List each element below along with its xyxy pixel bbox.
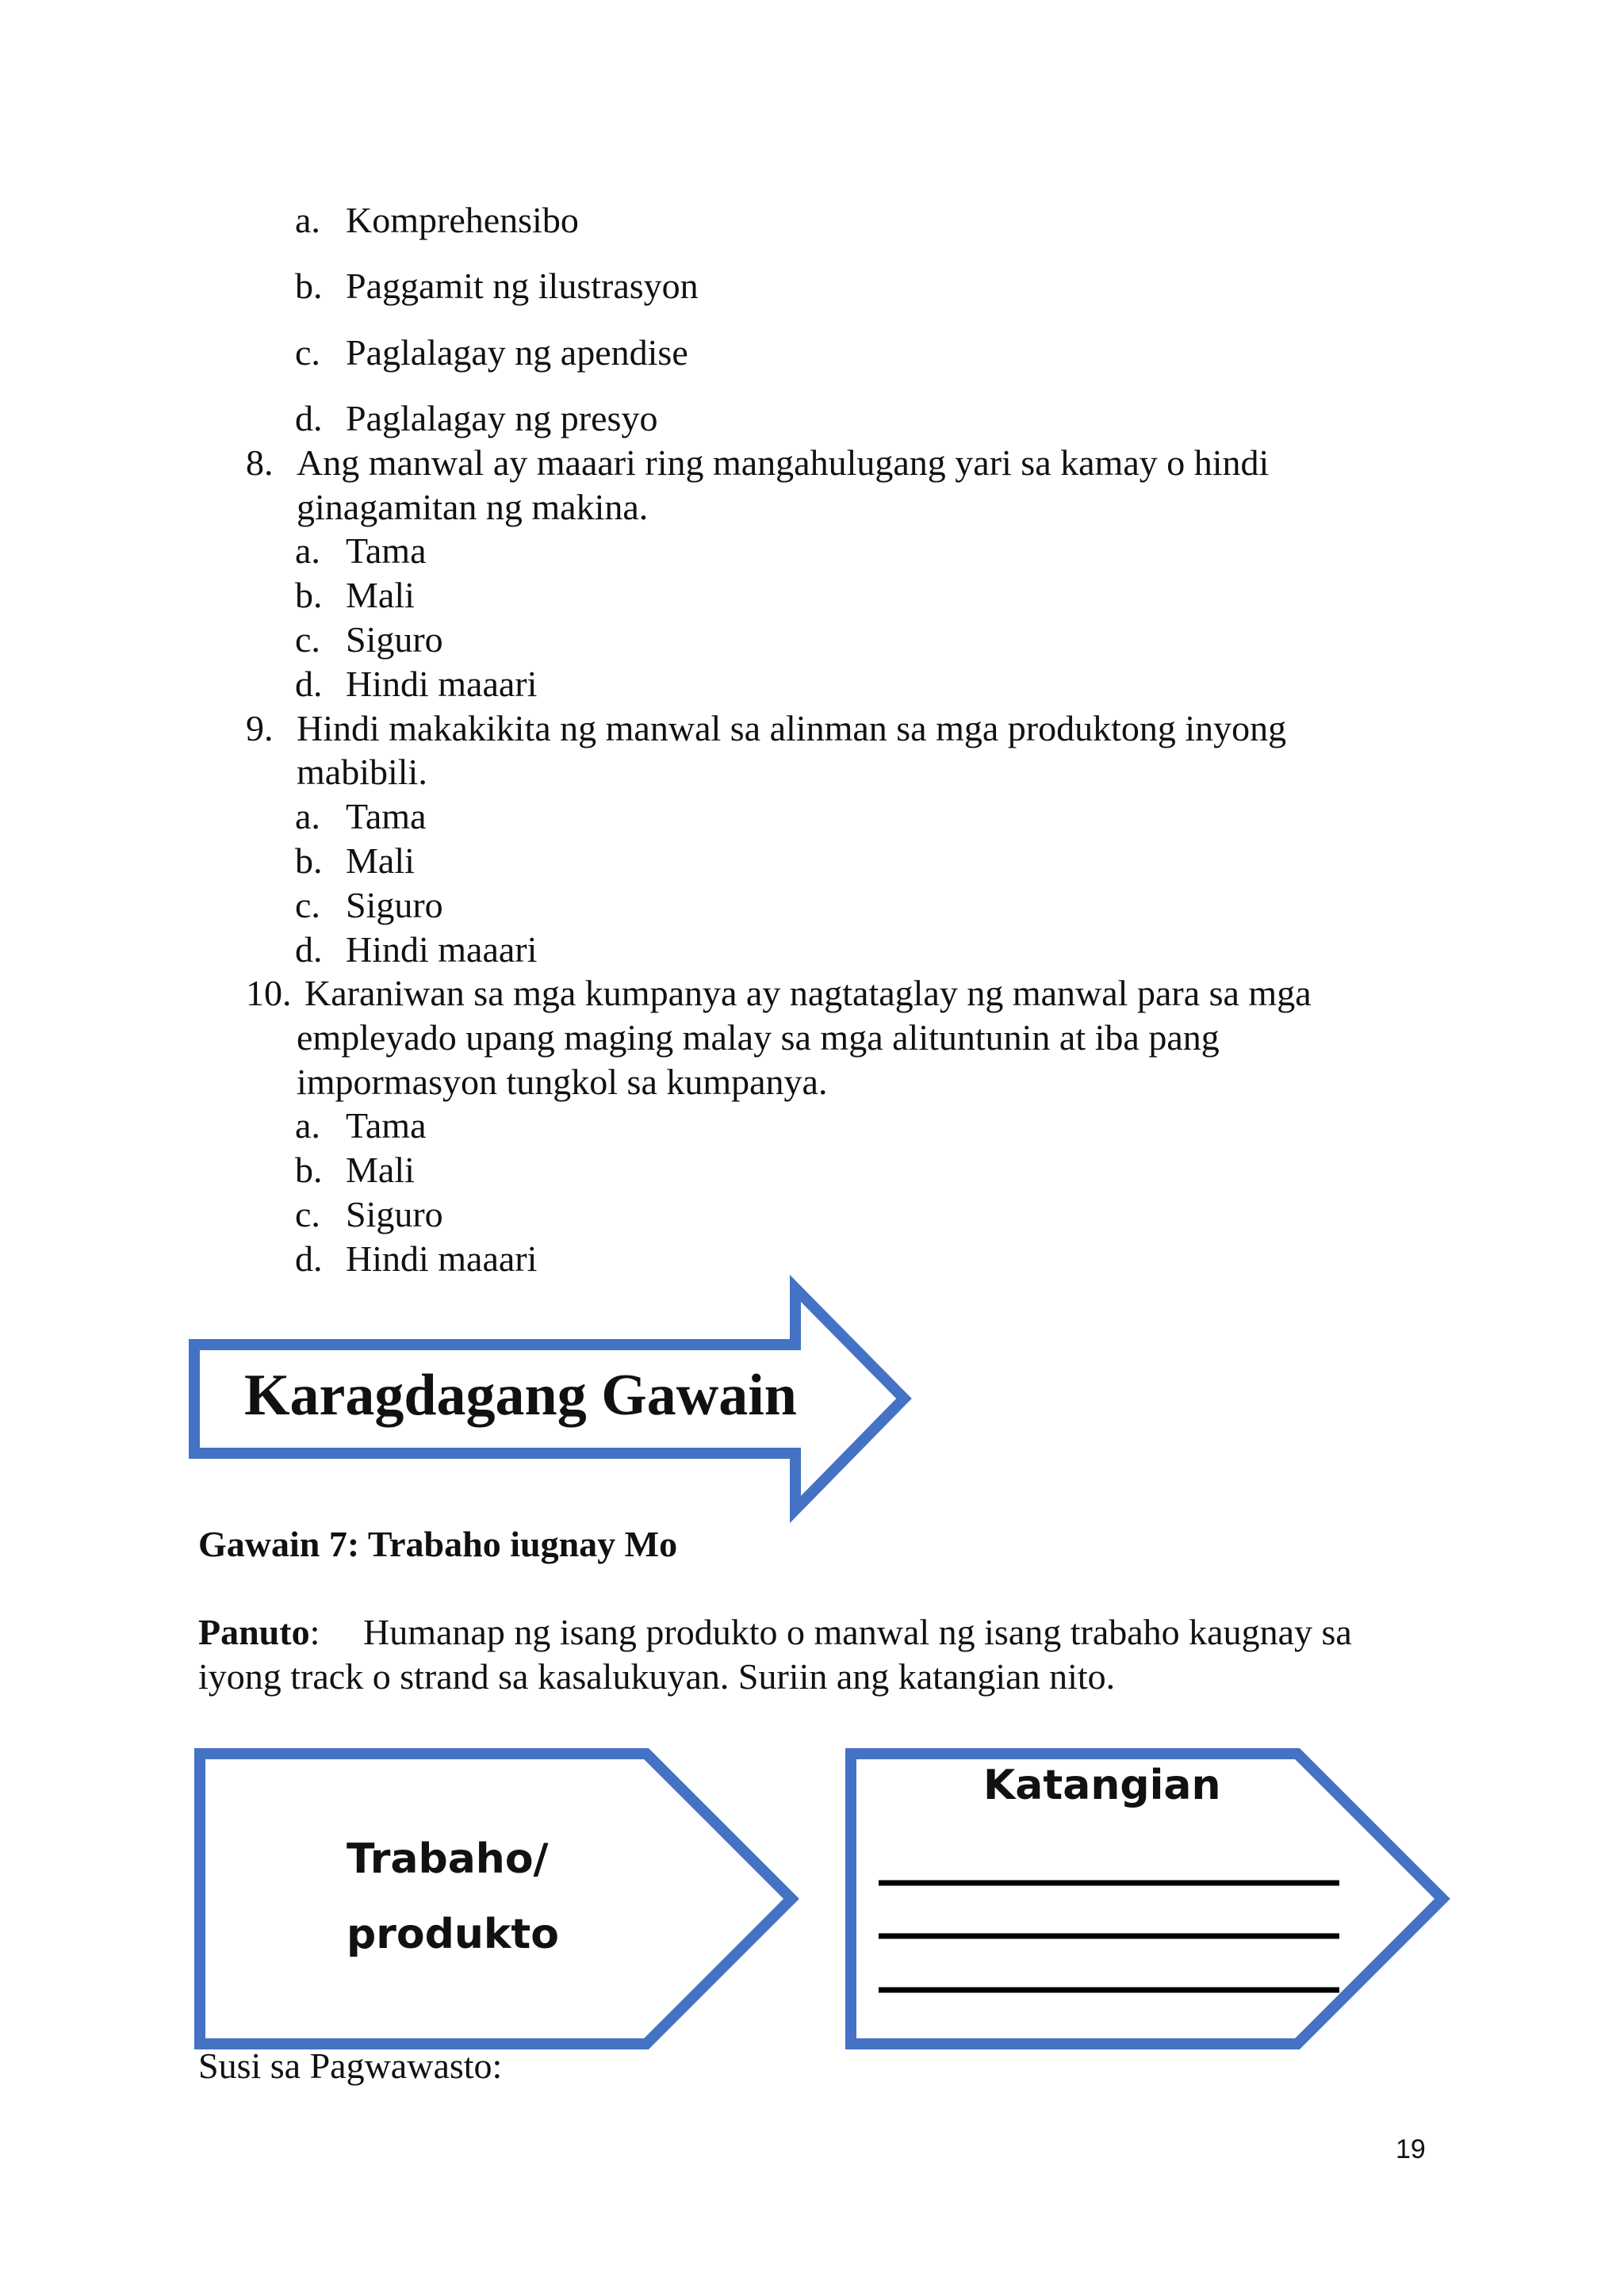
q9-text-line-1: Hindi makakikita ng manwal sa alinman sa mga produktong inyong [297,708,1287,748]
option-text: Tama [346,796,427,836]
card-left-label-2: produkto [347,1911,559,1958]
option-letter: b. [295,575,323,615]
q8-text-line-1: Ang manwal ay maaari ring mangahulugang yari sa kamay o hindi [297,442,1270,483]
instruction-label: Panuto [198,1612,310,1652]
option-text: Tama [346,1105,427,1146]
option-text: Hindi maaari [346,664,538,704]
option-letter: c. [295,1194,320,1234]
option-letter: c. [295,332,320,373]
option-text: Komprehensibo [346,200,579,240]
option-text: Mali [346,1150,415,1190]
option-letter: c. [295,619,320,660]
option-letter: b. [295,840,323,881]
option-letter: a. [295,200,320,240]
instruction-line-1 [198,1610,1352,1655]
answer-key-label: Susi sa Pagwawasto: [198,2045,503,2086]
q10-number: 10. [246,973,292,1013]
instruction-line-2: iyong track o strand sa kasalukuyan. Suriin ang katangian nito. [198,1656,1116,1697]
option-text: Paggamit ng ilustrasyon [346,266,699,306]
option-letter: c. [295,885,320,925]
option-letter: a. [295,796,320,836]
option-text: Tama [346,530,427,571]
page-number: 19 [1396,2134,1426,2164]
q10-text-line-2: empleyado upang maging malay sa mga alituntunin at iba pang [297,1017,1220,1058]
card-right-title: Katangian [983,1762,1221,1809]
option-text: Hindi maaari [346,1238,538,1279]
option-letter: d. [295,664,323,704]
instruction-text-1: Humanap ng isang produkto o manwal ng isang trabaho kaugnay sa [363,1612,1352,1652]
option-letter: d. [295,929,323,970]
option-letter: b. [295,1150,323,1190]
option-text: Paglalagay ng presyo [346,398,658,438]
q8-number: 8. [246,442,274,483]
card-left-label-1: Trabaho/ [347,1835,549,1883]
option-text: Hindi maaari [346,929,538,970]
option-letter: a. [295,1105,320,1146]
option-letter: b. [295,266,323,306]
banner-title: Karagdagang Gawain [244,1363,797,1428]
option-text: Mali [346,575,415,615]
left-card-arrow-shape [200,1754,791,2044]
q8-text-line-2: ginagamitan ng makina. [297,487,649,527]
option-text: Paglalagay ng apendise [346,332,688,373]
option-letter: a. [295,530,320,571]
option-text: Siguro [346,619,443,660]
activity-title: Gawain 7: Trabaho iugnay Mo [198,1524,678,1564]
q10-text-line-3: impormasyon tungkol sa kumpanya. [297,1062,828,1102]
option-text: Siguro [346,885,443,925]
q9-number: 9. [246,708,274,748]
q9-text-line-2: mabibili. [297,752,427,792]
option-letter: d. [295,398,323,438]
instruction-separator: : [309,1612,320,1652]
option-text: Siguro [346,1194,443,1234]
option-letter: d. [295,1238,323,1279]
q10-text-line-1: Karaniwan sa mga kumpanya ay nagtataglay ng manwal para sa mga [304,973,1312,1013]
option-text: Mali [346,840,415,881]
